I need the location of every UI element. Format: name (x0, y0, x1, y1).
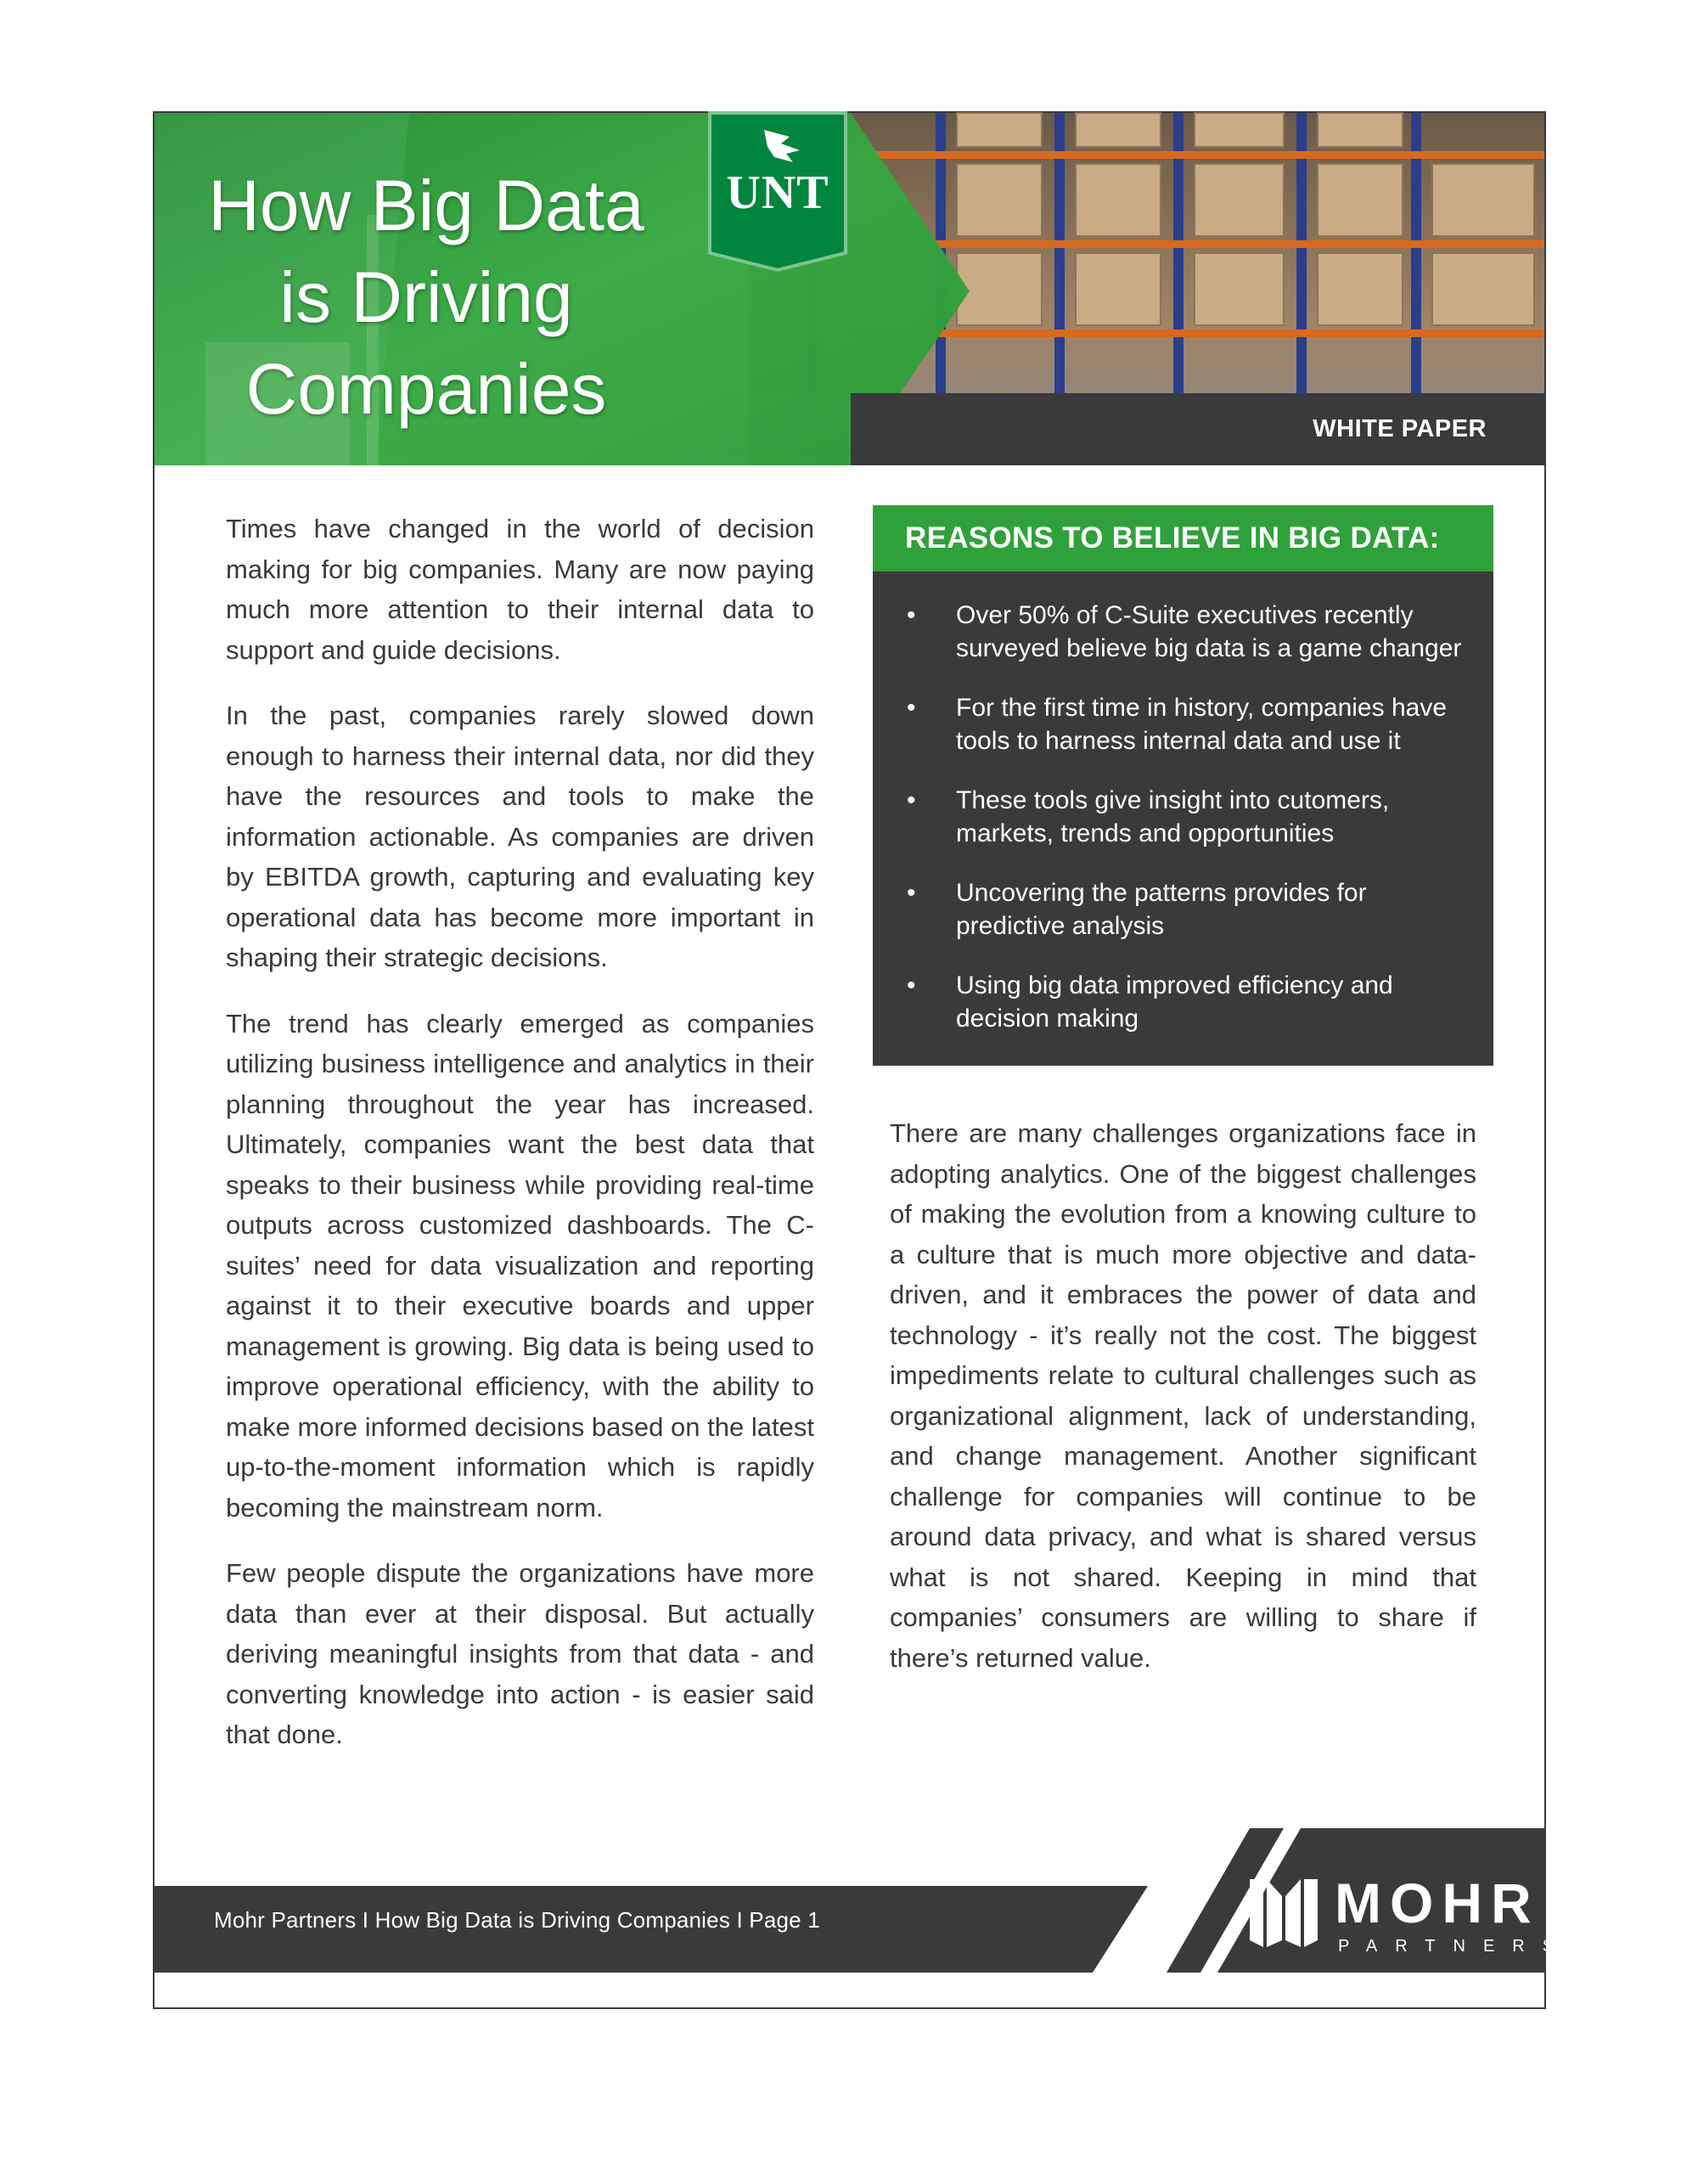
bullet-icon: • (907, 786, 916, 814)
list-item (873, 784, 1493, 850)
body-paragraph: Times have changed in the world of decision making for big companies. Many are now paying much more attention to their internal data to support and guide decisions. (226, 514, 814, 665)
title-line: is Driving (279, 257, 573, 337)
reasons-box (873, 505, 1493, 1066)
left-column (226, 509, 814, 1781)
footer (155, 1828, 1572, 2015)
header-banner (155, 113, 1544, 465)
reasons-list (873, 599, 1493, 1061)
bullet-icon: • (907, 879, 916, 907)
title-line: Companies (245, 349, 607, 429)
body-paragraph: Few people dispute the organizations have more data than ever at their disposal. But actually deriving meaningful insights from that data - and converting knowledge into action - is easier said that done. (226, 1558, 814, 1749)
bullet-icon: • (907, 971, 916, 999)
list-item-text: These tools give insight into cutomers, markets, trends and opportunities (956, 786, 1390, 847)
list-item (873, 599, 1493, 665)
page-title (180, 160, 672, 435)
bullet-icon: • (907, 694, 916, 722)
title-line: How Big Data (208, 166, 644, 245)
list-item-text: Using big data improved efficiency and decision making (956, 971, 1393, 1033)
list-item (873, 691, 1493, 757)
white-paper-label: WHITE PAPER (1313, 415, 1487, 442)
unt-badge-text: UNT (726, 166, 829, 219)
body-paragraph: There are many challenges organizations face in adopting analytics. One of the biggest challenges of making the evolution from a knowing culture to a culture that is much more objective and data-driven, and it embraces the power of data and technology - it’s really not the cost. The biggest impediments relate to cultural challenges such as organizational alignment, lack of understanding, and change management. Another significant challenge for companies will continue to be around data privacy, and what is shared versus what is not shared. Keeping in mind that companies’ consumers are willing to share if there’s returned value. (890, 1118, 1476, 1673)
reasons-title: REASONS TO BELIEVE IN BIG DATA: (905, 521, 1440, 554)
list-item-text: For the first time in history, companies have tools to harness internal data and use it (956, 694, 1447, 755)
list-item (873, 969, 1493, 1035)
list-item-text: Uncovering the patterns provides for predictive analysis (956, 879, 1367, 940)
body-paragraph: The trend has clearly emerged as companies utilizing business intelligence and analytics in their planning throughout the year has increased. Ultimately, companies want the best data that speaks to their business while providing real-time outputs across customized dashboards. The C-suites’ need for data visualization and reporting against it to their executive boards and upper management is growing. Big data is being used to improve operational efficiency, with the ability to make more informed decisions based on the latest up-to-the-moment information which is rapidly becoming the mainstream norm. (226, 1008, 814, 1523)
right-column (890, 1113, 1476, 1678)
mohr-logo-word: MOHR (1335, 1872, 1540, 1934)
list-item (873, 876, 1493, 943)
page-frame (153, 111, 1572, 2009)
bullet-icon: • (907, 601, 916, 629)
body-paragraph: In the past, companies rarely slowed down enough to harness their internal data, nor did they have the resources and tools to make the information actionable. As companies are driven by EBITDA growth, capturing and evaluating key operational data has become more important in shaping their strategic decisions. (226, 701, 814, 972)
footer-text: Mohr Partners I How Big Data is Driving Companies I Page 1 (214, 1907, 820, 1933)
mohr-logo-sub: PARTNERS (1338, 1937, 1572, 1956)
list-item-text: Over 50% of C-Suite executives recently surveyed believe big data is a game changer (956, 601, 1462, 662)
